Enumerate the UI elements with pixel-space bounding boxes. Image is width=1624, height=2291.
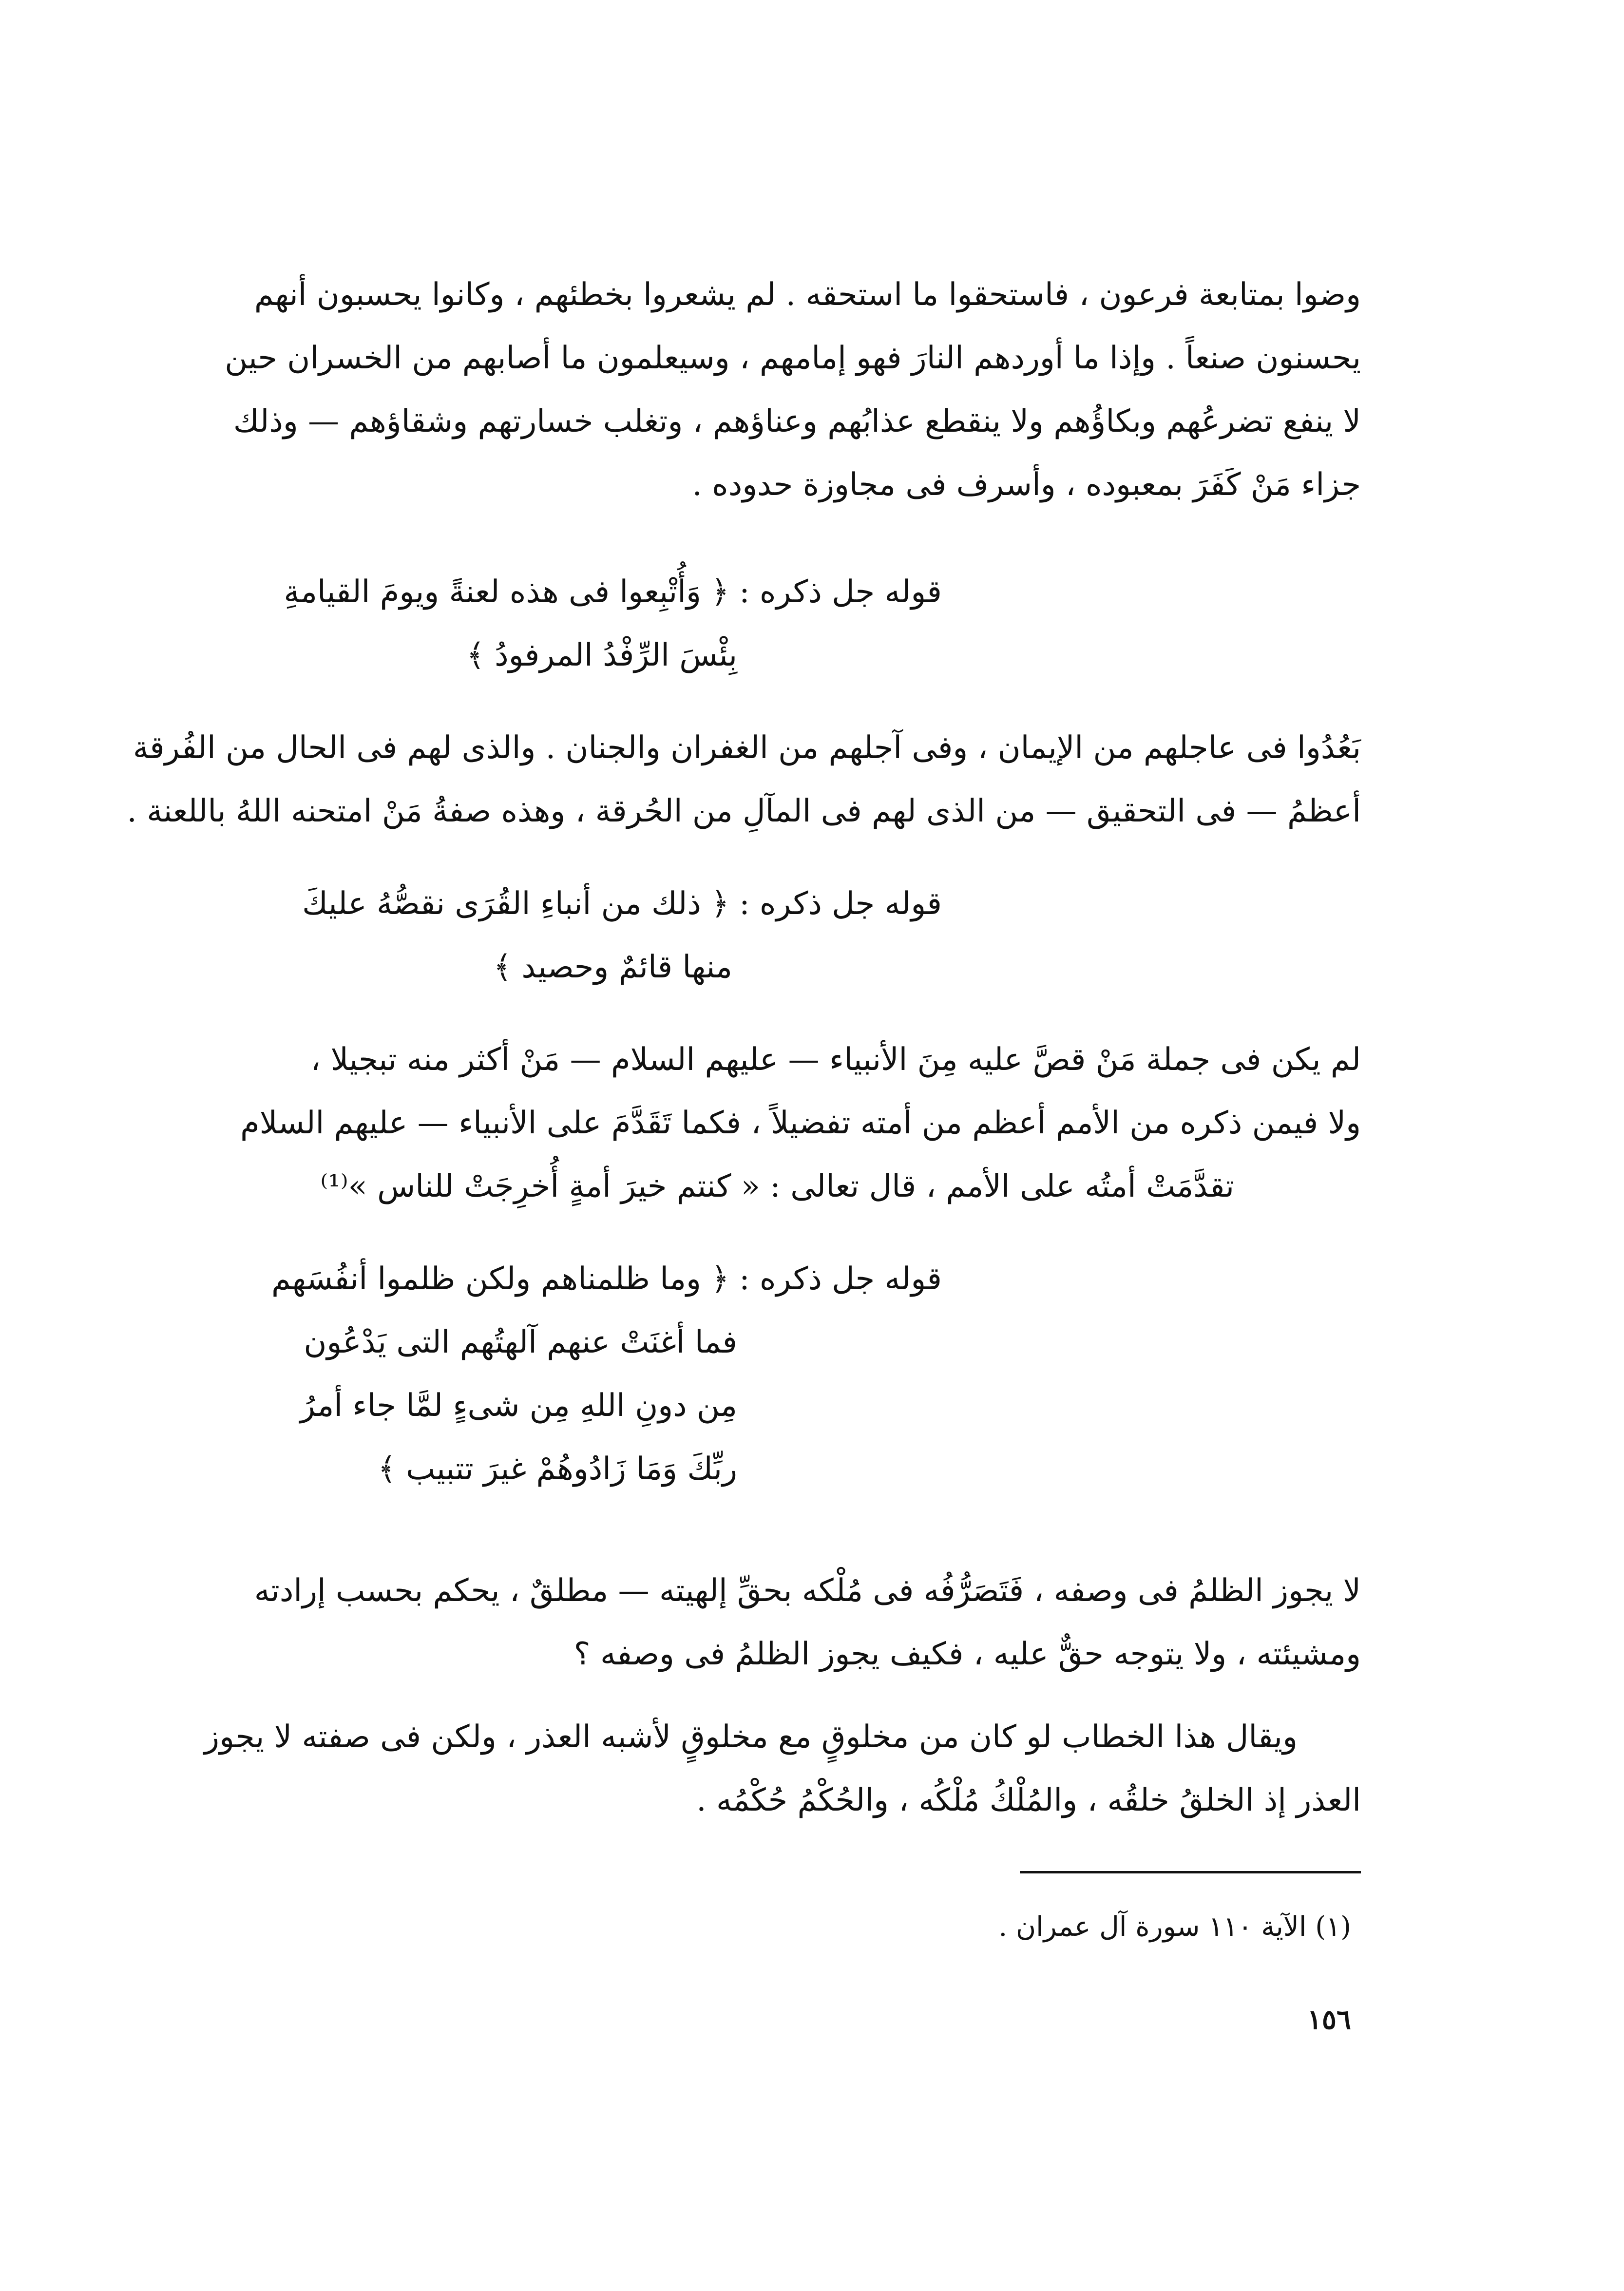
paragraph-5	[204, 1705, 1361, 1832]
page-number: ١٥٦	[1307, 2004, 1351, 2036]
verse-line: قوله جل ذكره : ﴿ ذلك من أنباءِ القُرَى نقصُّهُ عليكَ	[302, 886, 942, 922]
verse-line: فما أغنَتْ عنهم آلهتُهم التى يَدْعُون	[304, 1324, 737, 1360]
verse-line: ربِّكَ وَمَا زَادُوهُمْ غيرَ تتبيب ﴾	[378, 1451, 737, 1487]
text-line: أعظمُ — فى التحقيق — من الذى لهم فى المآلِ من الحُرقة ، وهذه صفةُ مَنْ امتحنه اللهُ باللعنة .	[127, 793, 1361, 829]
footnote-divider	[1020, 1871, 1361, 1873]
text-line: لم يكن فى جملة مَنْ قصَّ عليه مِنَ الأنبياء — عليهم السلام — مَنْ أكثر منه تبجيلا ،	[310, 1042, 1361, 1078]
text-line: تقدَّمَتْ أمتُه على الأمم ، قال تعالى : « كنتم خيرَ أمةٍ أُخرِجَتْ للناس »⁽¹⁾	[320, 1168, 1234, 1204]
verse-heading-3	[271, 1247, 942, 1501]
text-line: العذر إذ الخلقُ خلقُه ، والمُلْكُ مُلْكُه ، والحُكْمُ حُكْمُه .	[696, 1782, 1361, 1818]
text-line: بَعُدُوا فى عاجلهم من الإيمان ، وفى آجلهم من الغفران والجنان . والذى لهم فى الحال من الفُرقة	[133, 730, 1361, 766]
text-line: ويقال هذا الخطاب لو كان من مخلوقٍ مع مخلوقٍ لأشبه العذر ، ولكن فى صفته لا يجوز	[204, 1719, 1298, 1755]
paragraph-1	[225, 263, 1361, 516]
paragraph-2	[127, 716, 1361, 843]
paragraph-3	[240, 1028, 1361, 1218]
verse-heading-2	[302, 872, 942, 999]
text-line: ولا فيمن ذكره من الأمم أعظم من أمته تفضيلاً ، فكما تَقَدَّمَ على الأنبياء — عليهم السلام	[240, 1105, 1361, 1141]
verse-heading-1	[284, 560, 942, 687]
verse-line: بِئْسَ الرِّفْدُ المرفودُ ﴾	[466, 637, 737, 673]
verse-line: قوله جل ذكره : ﴿ وَأُتْبِعوا فى هذه لعنةً ويومَ القيامةِ	[284, 574, 942, 610]
verse-line: قوله جل ذكره : ﴿ وما ظلمناهم ولكن ظلموا أنفُسَهم	[271, 1261, 942, 1297]
paragraph-4	[254, 1559, 1361, 1686]
text-line: ومشيئته ، ولا يتوجه حقٌّ عليه ، فكيف يجوز الظلمُ فى وصفه ؟	[573, 1636, 1361, 1672]
text-line: لا يجوز الظلمُ فى وصفه ، فَتَصَرُّفُه فى مُلْكه بحقِّ إلهيته — مطلقٌ ، يحكم بحسب إرادته	[254, 1573, 1361, 1609]
verse-line: مِن دونِ اللهِ مِن شىءٍ لمَّا جاء أمرُ	[300, 1388, 737, 1424]
text-line: لا ينفع تضرعُهم وبكاؤُهم ولا ينقطع عذابُهم وعناؤهم ، وتغلب خسارتهم وشقاؤهم — وذلك	[233, 403, 1361, 439]
text-line: وضوا بمتابعة فرعون ، فاستحقوا ما استحقه . لم يشعروا بخطئهم ، وكانوا يحسبون أنهم	[254, 277, 1361, 313]
text-line: جزاء مَنْ كَفَرَ بمعبوده ، وأسرف فى مجاوزة حدوده .	[692, 467, 1361, 503]
text-line: يحسنون صنعاً . وإذا ما أوردهم النارَ فهو إمامهم ، وسيعلمون ما أصابهم من الخسران حين	[225, 340, 1361, 376]
verse-line: منها قائمٌ وحصيد ﴾	[493, 949, 732, 985]
footnote: (١) الآية ١١٠ سورة آل عمران .	[998, 1911, 1351, 1943]
